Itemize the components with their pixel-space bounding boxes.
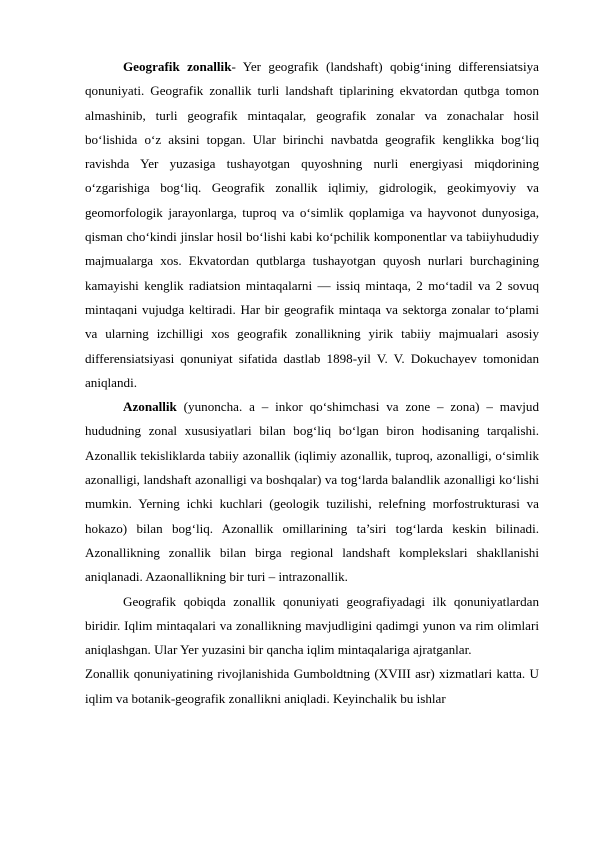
term-geografik-zonallik: Geografik zonallik <box>123 59 232 74</box>
paragraph-gumboldt <box>85 662 539 711</box>
paragraph-text: Geografik qobiqda zonallik qonuniyati geografiyadagi ilk qonuniyatlardan biridir. Iqlim mintaqalari va zonallikning mavjudligini qadimgi yunon va rim olimlari aniqlashgan. Ular Yer yuzasini bir qancha iqlim mintaqalariga ajratganlar. <box>85 593 539 658</box>
paragraph-zonallik-qonuniyati <box>85 590 539 663</box>
paragraph-text: - Yer geografik (landshaft) qobigʻining differensiatsiya qonuniyati. Geografik zonallik turli landshaft tiplarining ekvatordan qutbga tomon almashinib, turli geografik mintaqalar, geografik zonalar va zonachalar hosil boʻlishida oʻz aksini topgan. Ular birinchi navbatda geografik kenglikka bogʻliq ravishda Yer yuzasiga tushayotgan quyoshning nurli energiyasi miqdorining oʻzgarishiga bogʻliq. Geografik zonallik iqlimiy, gidrologik, geokimyoviy va geomorfologik jarayonlarga, tuproq va oʻsimlik qoplamiga va hayvonot dunyosiga, qisman choʻkindi jinslar hosil boʻlishi kabi koʻpchilik komponentlar va tabiiyhududiy majmualarga xos. Ekvatordan qutblarga tushayotgan quyosh nurlari burchagining kamayishi kenglik radiatsion mintaqalarni — issiq mintaqa, 2 moʻtadil va 2 sovuq mintaqani vujudga keltiradi. Har bir geografik mintaqa va sektorga zonalar toʻplami va ularning izchilligi xos geografik zonallikning yirik tabiiy majmualari asosiy differensiatsiyasi qonuniyat sifatida dastlab 1898-yil V. V. Dokuchayev tomonidan aniqlandi. <box>85 59 539 390</box>
paragraph-text: (yunoncha. a – inkor qoʻshimchasi va zone – zona) – mavjud hududning zonal xususiyatlari bilan bogʻliq boʻlgan biron hodisaning tarqalishi. Azonallik tekisliklarda tabiiy azonallik (iqlimiy azonallik, tuproq, azonalligi, oʻsimlik azonalligi, landshaft azonalligi va boshqalar) va togʻlarda balandlik azonalligi koʻlishi mumkin. Yerning ichki kuchlari (geologik tuzilishi, relefning morfostrukturasi va hokazo) bilan bogʻliq. Azonallik omillarining ta’siri togʻlarda keskin bilinadi. Azonallikning zonallik bilan birga regional landshaft komplekslari shakllanishi aniqlanadi. Azaonallikning bir turi – intrazonallik. <box>85 399 539 585</box>
paragraph-text: Zonallik qonuniyatining rivojlanishida Gumboldtning (XVIII asr) xizmatlari katta. U iqlim va botanik-geografik zonallikni aniqladi. Keyinchalik bu ishlar <box>85 666 539 706</box>
paragraph-geografik-zonallik <box>85 55 539 395</box>
paragraph-azonallik <box>85 395 539 589</box>
text-body <box>85 55 539 711</box>
term-azonallik: Azonallik <box>123 399 177 415</box>
